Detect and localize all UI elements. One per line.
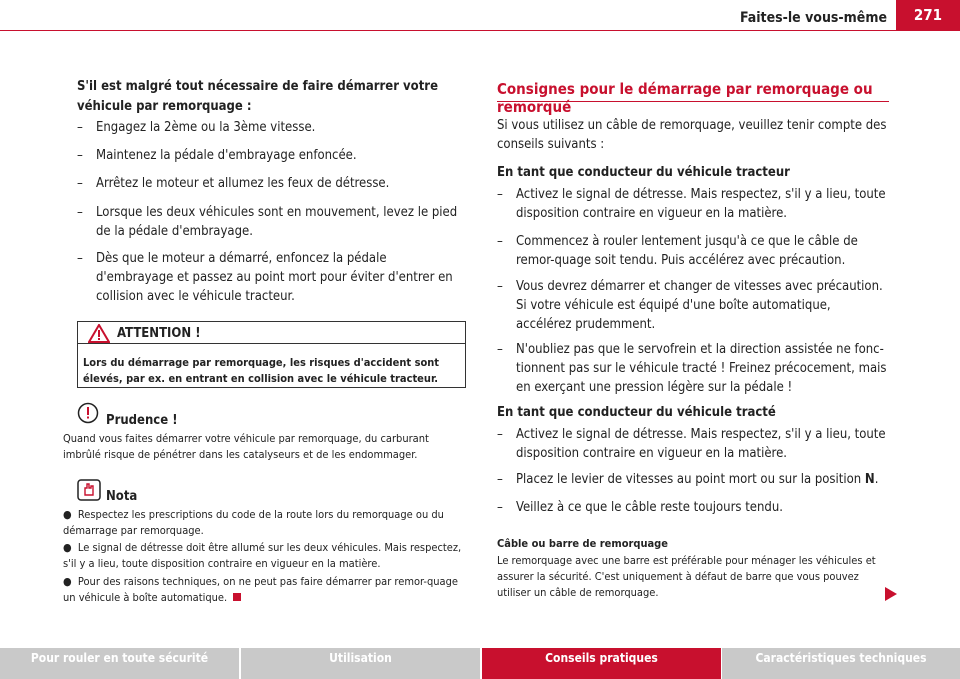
footer-tab-utilisation[interactable]: Utilisation <box>241 648 480 679</box>
attention-title: ATTENTION ! <box>117 326 201 341</box>
intro-heading: S'il est malgré tout nécessaire de faire démarrer votre véhicule par remorquage : <box>77 79 438 114</box>
header-title: Faites-le vous-même <box>739 10 887 26</box>
note-bullet-text: Le signal de détresse doit être allumé sur les deux véhicules. Mais respectez, s'il y a lieu, toute disposition contraire en vigueur en la matière. <box>63 541 462 570</box>
end-square-icon <box>233 593 241 601</box>
attention-box <box>77 321 466 388</box>
attention-text: Lors du démarrage par remorquage, les risques d'accident sont élevés, par ex. en entrant en collision avec le véhicule tracteur. <box>83 356 440 385</box>
caution-title: Prudence ! <box>106 413 178 428</box>
attention-header <box>78 322 465 344</box>
step-item: – Arrêtez le moteur et allumez les feux de détresse. <box>77 174 467 193</box>
caution-text: Quand vous faites démarrer votre véhicule par remorquage, du carburant imbrûlé risque de pénétrer dans les catalyseurs et de les endommager. <box>63 432 429 461</box>
footer-tab-conseils[interactable]: Conseils pratiques <box>482 648 721 679</box>
note-bullet-text: Pour des raisons techniques, on ne peut pas faire démarrer par remor-quage un véhicule à boîte automatique. <box>63 575 458 604</box>
towing-step: – Activez le signal de détresse. Mais respectez, s'il y a lieu, toute disposition contraire en vigueur en la matière. <box>497 185 887 223</box>
caution-circle-icon <box>77 402 99 424</box>
step-item: – Engagez la 2ème ou la 3ème vitesse. <box>77 118 467 137</box>
step-item: – Dès que le moteur a démarré, enfoncez la pédale d'embrayage et passez au point mort pour éviter d'entrer en collision avec le véhicule tracteur. <box>77 249 467 306</box>
towed-step: – Veillez à ce que le câble reste toujours tendu. <box>497 498 887 517</box>
gear-position-label: N <box>864 472 875 487</box>
section-title: Consignes pour le démarrage par remorquage ou remorqué <box>497 80 889 102</box>
towing-step: – N'oubliez pas que le servofrein et la direction assistée ne fonc-tionnent pas sur le véhicule tracté ! Freinez précocement, mais en exerçant une pression légère sur la pédale ! <box>497 340 887 397</box>
step-item: – Maintenez la pédale d'embrayage enfoncée. <box>77 146 467 165</box>
step-item: – Lorsque les deux véhicules sont en mouvement, levez le pied de la pédale d'embrayage. <box>77 203 467 241</box>
towing-step: – Vous devrez démarrer et changer de vitesses avec précaution. Si votre véhicule est équipé d'une boîte automatique, accélérez prudemment. <box>497 277 887 334</box>
footer-tab-caracteristiques[interactable]: Caractéristiques techniques <box>722 648 960 679</box>
towed-step <box>497 470 887 489</box>
bullet-dot: ● <box>63 541 78 554</box>
bullet-dot: ● <box>63 575 78 588</box>
towing-step: – Commencez à rouler lentement jusqu'à ce que le câble de remor-quage soit tendu. Puis accélérez avec précaution. <box>497 232 887 270</box>
towed-step: – Activez le signal de détresse. Mais respectez, s'il y a lieu, toute disposition contraire en vigueur en la matière. <box>497 425 887 463</box>
bullet-dot: ● <box>63 508 78 521</box>
towed-heading: En tant que conducteur du véhicule tracté <box>497 405 776 420</box>
note-title: Nota <box>106 489 138 504</box>
cable-text: Le remorquage avec une barre est préférable pour ménager les véhicules et assurer la sécurité. C'est uniquement à défaut de barre que vous pouvez utiliser un câble de remorquage. <box>497 554 876 599</box>
page-number: 271 <box>896 0 960 31</box>
note-hand-icon <box>77 479 101 501</box>
intro-text: Si vous utilisez un câble de remorquage, veuillez tenir compte des conseils suivants : <box>497 118 887 152</box>
footer-tab-securite[interactable]: Pour rouler en toute sécurité <box>0 648 239 679</box>
towing-heading: En tant que conducteur du véhicule tracteur <box>497 165 790 180</box>
towed-step-text: Placez le levier de vitesses au point mort ou sur la position <box>516 472 862 487</box>
note-bullet <box>63 540 467 572</box>
towed-step-end: . <box>874 472 879 487</box>
note-bullet <box>63 507 467 539</box>
next-page-arrow-icon[interactable] <box>885 587 897 601</box>
header-rule <box>0 30 960 31</box>
cable-heading: Câble ou barre de remorquage <box>497 537 668 550</box>
warning-triangle-icon <box>88 324 110 347</box>
note-bullet-text: Respectez les prescriptions du code de la route lors du remorquage ou du démarrage par remorquage. <box>63 508 444 537</box>
note-bullet <box>63 574 467 606</box>
footer-nav <box>0 648 960 679</box>
